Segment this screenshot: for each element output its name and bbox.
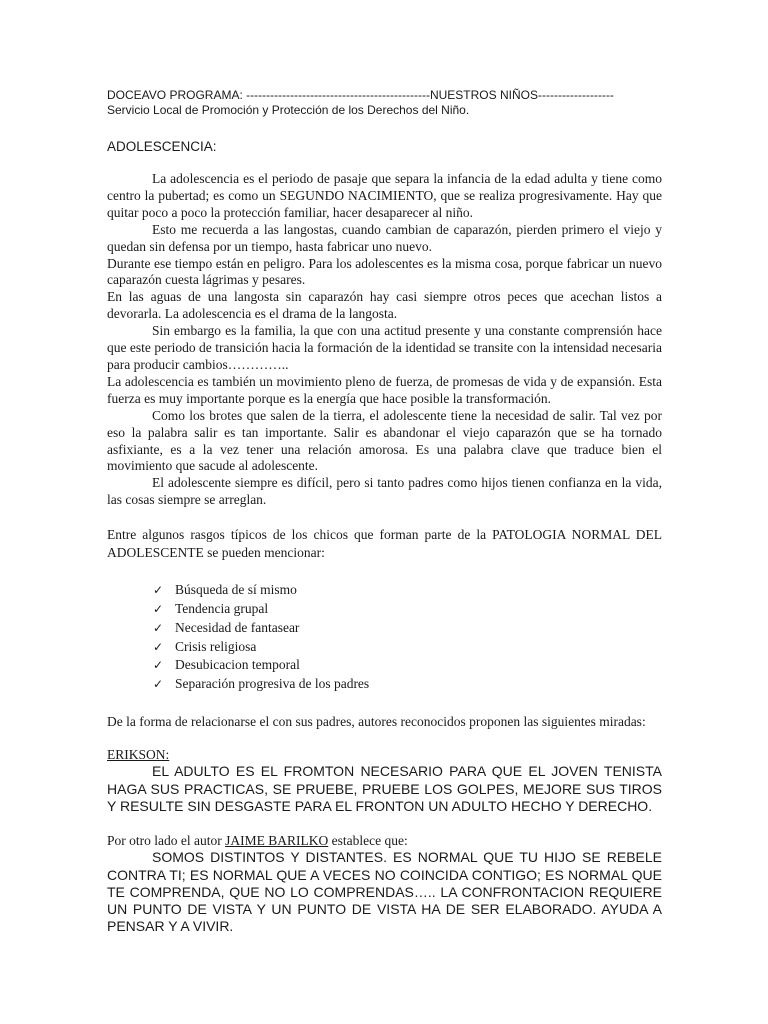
list-intro: Entre algunos rasgos típicos de los chicos que forman parte de la PATOLOGIA NORMAL DEL ADOLESCENTE se pueden mencionar: <box>107 527 662 560</box>
checkmark-icon: ✓ <box>153 583 164 598</box>
paragraph-3: Durante ese tiempo están en peligro. Para los adolescentes es la misma cosa, porque fabricar un nuevo caparazón cuesta lágrimas y pesares. <box>107 255 662 288</box>
service-subheader: Servicio Local de Promoción y Protección de los Derechos del Niño. <box>107 103 470 117</box>
document-page <box>107 88 662 936</box>
list-item-label: Desubicacion temporal <box>175 657 300 673</box>
list-item-label: Tendencia grupal <box>175 600 269 616</box>
paragraph-5: Sin embargo es la familia, la que con una actitud presente y una constante comprensión hace que este periodo de transición hacia la formación de la identidad se transite con la intensidad necesaria para producir cambios………….. <box>107 323 662 372</box>
paragraph-4: En las aguas de una langosta sin caparazón hay casi siempre otros peces que acechan listos a devorarla. La adolescencia es el drama de la langosta. <box>107 289 662 322</box>
list-item <box>153 638 662 657</box>
checkmark-icon: ✓ <box>153 601 164 616</box>
barilko-intro-before: Por otro lado el autor <box>107 833 226 849</box>
list-item-label: Necesidad de fantasear <box>175 619 300 635</box>
erikson-quote: EL ADULTO ES EL FROMTON NECESARIO PARA QUE EL JOVEN TENISTA HAGA SUS PRACTICAS, SE PRUEBE, PRUEBE LOS GOLPES, MEJORE SUS TIROS Y RESULTE SIN DESGASTE PARA EL FRONTON UN ADULTO HECHO Y DERECHO. <box>107 763 662 814</box>
paragraph-8: El adolescente siempre es difícil, pero si tanto padres como hijos tienen confianza en la vida, las cosas siempre se arreglan. <box>107 475 662 508</box>
erikson-heading: ERIKSON: <box>107 747 170 763</box>
section-title: ADOLESCENCIA: <box>107 139 217 154</box>
checkmark-icon: ✓ <box>153 677 164 692</box>
spacer <box>107 815 662 832</box>
spacer <box>107 509 662 526</box>
barilko-intro <box>107 832 662 849</box>
checkmark-icon: ✓ <box>153 658 164 673</box>
paragraph-2: Esto me recuerda a las langostas, cuando cambian de caparazón, pierden primero el viejo y quedan sin defensa por un tiempo, hasta fabricar uno nuevo. <box>107 221 662 254</box>
list-item-label: Búsqueda de sí mismo <box>175 582 297 598</box>
list-item-label: Separación progresiva de los padres <box>175 676 370 692</box>
checkmark-icon: ✓ <box>153 620 164 635</box>
relation-intro: De la forma de relacionarse el con sus padres, autores reconocidos proponen las siguientes miradas: <box>107 713 646 729</box>
paragraph-7: Como los brotes que salen de la tierra, el adolescente tiene la necesidad de salir. Tal vez por eso la palabra salir es tan importante. Salir es abandonar el viejo caparazón que se ha tornado asfixiante, es a la vez tener una relación amorosa. Es una palabra clave que traduce bien el movimiento que sacude al adolescente. <box>107 407 662 474</box>
paragraph-1: La adolescencia es el periodo de pasaje que separa la infancia de la edad adulta y tiene como centro la pubertad; es como un SEGUNDO NACIMIENTO, que se realiza progresivamente. Hay que quitar poco a poco la protección familiar, hacer desaparecer al niño. <box>107 171 662 220</box>
list-item <box>153 600 662 619</box>
spacer <box>107 730 662 746</box>
list-item <box>153 675 662 694</box>
barilko-name: JAIME BARILKO <box>225 833 329 849</box>
barilko-quote: SOMOS DISTINTOS Y DISTANTES. ES NORMAL QUE TU HIJO SE REBELE CONTRA TI; ES NORMAL QUE A VECES NO COINCIDA CONTIGO; ES NORMAL QUE TE COMPRENDA, QUE NO LO COMPRENDAS….. LA CONFRONTACION REQUIERE UN PUNTO DE VISTA Y UN PUNTO DE VISTA HA DE SER ELABORADO. AYUDA A PENSAR Y A VIVIR. <box>107 849 662 935</box>
list-item <box>153 656 662 675</box>
list-item <box>153 619 662 638</box>
traits-list <box>107 581 662 694</box>
checkmark-icon: ✓ <box>153 639 164 654</box>
barilko-intro-after: establece que: <box>328 833 408 849</box>
list-item-label: Crisis religiosa <box>175 638 257 654</box>
paragraph-6: La adolescencia es también un movimiento pleno de fuerza, de promesas de vida y de expansión. Esta fuerza es muy importante porque es la energía que hace posible la transformación. <box>107 373 662 406</box>
program-header: DOCEAVO PROGRAMA: ----------------------------------------------NUESTROS NIÑOS------------------- <box>107 88 614 102</box>
list-item <box>153 581 662 600</box>
